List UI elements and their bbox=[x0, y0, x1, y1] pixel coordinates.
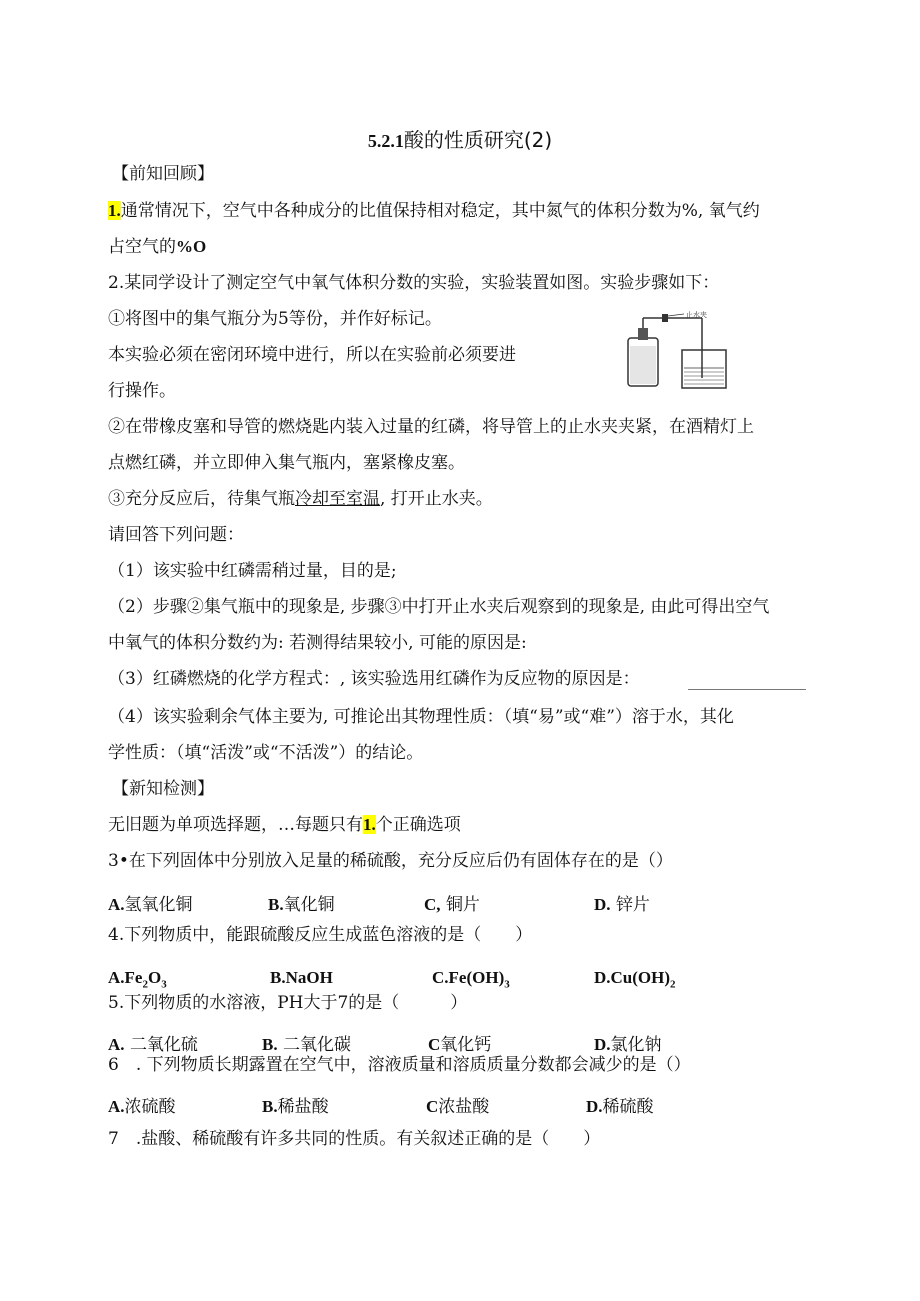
question-2-sub1: （1）该实验中红磷需稍过量，目的是; bbox=[108, 561, 397, 581]
question-2-step2-line2: 点燃红磷，并立即伸入集气瓶内，塞紧橡皮塞。 bbox=[108, 453, 465, 473]
experiment-apparatus-figure bbox=[624, 308, 744, 390]
question-2-note-line1: 本实验必须在密闭环境中进行，所以在实验前必须要进 bbox=[108, 345, 516, 365]
title-number: 5.2.1 bbox=[367, 131, 404, 151]
question-2-ask: 请回答下列问题： bbox=[108, 525, 244, 545]
question-2-sub4-line1: （4）该实验剩余气体主要为, 可推论出其物理性质：（填“易”或“难”）溶于水，其化 bbox=[108, 707, 734, 727]
question-1-line1 bbox=[108, 200, 760, 222]
question-2-step3-underlined: 冷却至室温 bbox=[295, 489, 380, 509]
question-2-sub3 bbox=[108, 668, 640, 690]
question-7-stem: 7 .盐酸、稀硫酸有许多共同的性质。有关叙述正确的是（ ） bbox=[108, 1129, 601, 1149]
question-1-number: 1. bbox=[108, 201, 121, 220]
question-2-sub2-line2: 中氧气的体积分数约为: 若测得结果较小, 可能的原因是: bbox=[108, 633, 527, 653]
question-4-option-b: B.NaOH bbox=[270, 968, 333, 987]
question-2-step1: ①将图中的集气瓶分为5等份，并作好标记。 bbox=[108, 309, 442, 329]
question-6-option-a: A.浓硫酸 bbox=[108, 1097, 176, 1117]
question-6-option-b: B.稀盐酸 bbox=[262, 1097, 329, 1117]
question-1-line2 bbox=[108, 236, 206, 258]
question-2-step3 bbox=[108, 488, 493, 510]
multiple-choice-intro bbox=[108, 814, 461, 836]
question-2-sub2-line1: （2）步骤②集气瓶中的现象是, 步骤③中打开止水夹后观察到的现象是, 由此可得出空气 bbox=[108, 597, 770, 617]
question-2-step3-text: ③充分反应后，待集气瓶 bbox=[108, 489, 295, 509]
question-2-note-line2: 行操作。 bbox=[108, 381, 176, 401]
question-5-stem: 5.下列物质的水溶液，PH大于7的是（ ） bbox=[108, 993, 468, 1013]
question-1-unit: %O bbox=[176, 237, 207, 256]
question-6-option-d: D.稀硫酸 bbox=[586, 1097, 654, 1117]
question-2-sub3-text: （3）红磷燃烧的化学方程式：, 该实验选用红磷作为反应物的原因是： bbox=[108, 669, 640, 689]
question-5-option-d: D.氯化钠 bbox=[594, 1035, 662, 1055]
question-2-step3-text2: , 打开止水夹。 bbox=[380, 489, 493, 509]
question-6-option-c: C浓盐酸 bbox=[426, 1097, 490, 1117]
question-1-text: 通常情况下，空气中各种成分的比值保持相对稳定，其中氮气的体积分数为%, 氧气约 bbox=[120, 201, 760, 221]
question-2-stem: 2.某同学设计了测定空气中氧气体积分数的实验，实验装置如图。实验步骤如下： bbox=[108, 273, 720, 293]
intro-text: 无旧题为单项选择题，…每题只有 bbox=[108, 815, 363, 835]
question-3-option-c: C, 铜片 bbox=[424, 895, 480, 915]
question-1-text2: 占空气的 bbox=[108, 237, 176, 257]
answer-blank bbox=[688, 675, 806, 690]
question-6-stem: 6 . 下列物质长期露置在空气中，溶液质量和溶质质量分数都会减少的是（） bbox=[108, 1055, 691, 1075]
question-2-step2-line1: ②在带橡皮塞和导管的燃烧匙内装入过量的红磷，将导管上的止水夹夹紧，在酒精灯上 bbox=[108, 417, 754, 437]
question-5-option-c: C氧化钙 bbox=[428, 1035, 492, 1055]
clamp-label: 止水夹 bbox=[686, 311, 707, 319]
question-4-stem: 4.下列物质中，能跟硫酸反应生成蓝色溶液的是（ ） bbox=[108, 925, 533, 945]
page-title bbox=[0, 124, 920, 153]
question-2-sub3-blank bbox=[688, 674, 806, 696]
question-3-option-a: A.氢氧化铜 bbox=[108, 895, 193, 915]
question-3-option-b: B.氧化铜 bbox=[268, 895, 335, 915]
section-review-heading: 【前知回顾】 bbox=[112, 164, 214, 184]
intro-highlight: 1. bbox=[363, 815, 376, 834]
intro-text2: 个正确选项 bbox=[375, 815, 461, 835]
question-4-option-a: $A.Fe_2O_3$ bbox=[108, 968, 167, 991]
question-3-option-d: D. 锌片 bbox=[594, 895, 650, 915]
question-4-option-c: $C.Fe(OH)_3$ bbox=[432, 968, 510, 991]
question-2-sub4-line2: 学性质：（填“活泼”或“不活泼”）的结论。 bbox=[108, 743, 424, 763]
question-5-option-a: A. 二氧化硫 bbox=[108, 1035, 198, 1055]
section-test-heading: 【新知检测】 bbox=[112, 779, 214, 799]
question-3-stem: 3•在下列固体中分别放入足量的稀硫酸，充分反应后仍有固体存在的是（） bbox=[108, 851, 673, 871]
question-4-option-d: $D.Cu(OH)_2$ bbox=[594, 968, 676, 991]
question-5-option-b: B. 二氧化碳 bbox=[262, 1035, 351, 1055]
title-text: 酸的性质研究(2) bbox=[403, 128, 553, 152]
